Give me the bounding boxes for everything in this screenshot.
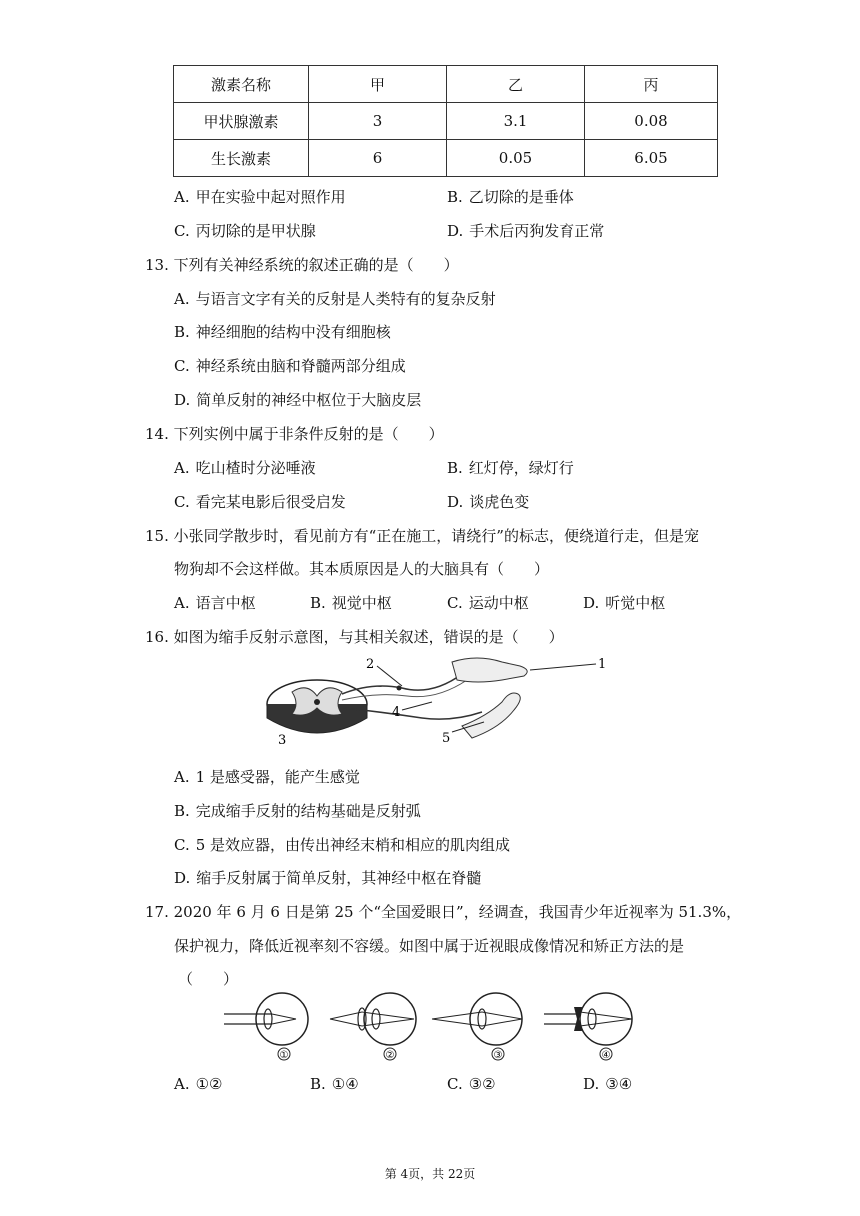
figure-label-3: 3 bbox=[278, 733, 287, 748]
q13-stem: 13. 下列有关神经系统的叙述正确的是（ ） bbox=[145, 256, 459, 274]
table-row bbox=[174, 140, 718, 177]
q17-answer-bracket: （ ） bbox=[178, 970, 239, 988]
figure-label-circled-1: ① bbox=[279, 1050, 289, 1061]
hormone-table bbox=[173, 65, 718, 177]
q16-stem: 16. 如图为缩手反射示意图，与其相关叙述，错误的是（ ） bbox=[145, 628, 564, 646]
q12-option-c[interactable]: C. 丙切除的是甲状腺 bbox=[174, 222, 316, 240]
q14-stem: 14. 下列实例中属于非条件反射的是（ ） bbox=[145, 425, 444, 443]
figure-label-circled-2: ② bbox=[385, 1050, 395, 1061]
figure-label-4: 4 bbox=[392, 705, 401, 720]
table-row bbox=[174, 103, 718, 140]
q16-option-c[interactable]: C. 5 是效应器，由传出神经末梢和相应的肌肉组成 bbox=[174, 836, 511, 854]
table-cell: 甲状腺激素 bbox=[174, 103, 309, 140]
figure-label-2: 2 bbox=[366, 657, 375, 672]
q15-option-d[interactable]: D. 听觉中枢 bbox=[583, 594, 666, 612]
eye-diagram-4 bbox=[544, 993, 632, 1061]
eye-diagram-3 bbox=[432, 993, 522, 1061]
q16-option-b[interactable]: B. 完成缩手反射的结构基础是反射弧 bbox=[174, 802, 421, 820]
reflex-arc-figure bbox=[262, 652, 607, 748]
figure-label-circled-3: ③ bbox=[493, 1050, 503, 1061]
q14-option-a[interactable]: A. 吃山楂时分泌唾液 bbox=[174, 459, 316, 477]
figure-label-circled-4: ④ bbox=[601, 1050, 611, 1061]
table-cell: 0.05 bbox=[447, 140, 585, 177]
q13-option-d[interactable]: D. 简单反射的神经中枢位于大脑皮层 bbox=[174, 391, 422, 409]
table-cell: 甲 bbox=[309, 66, 447, 103]
table-cell: 生长激素 bbox=[174, 140, 309, 177]
q14-option-d[interactable]: D. 谈虎色变 bbox=[447, 493, 530, 511]
q12-option-d[interactable]: D. 手术后丙狗发育正常 bbox=[447, 222, 605, 240]
eye-diagram-1 bbox=[224, 993, 308, 1061]
q17-option-c[interactable]: C. ③② bbox=[447, 1075, 496, 1093]
figure-label-1: 1 bbox=[598, 657, 607, 672]
q15-option-b[interactable]: B. 视觉中枢 bbox=[310, 594, 392, 612]
eye-diagram-2 bbox=[330, 993, 416, 1061]
table-header-row bbox=[174, 66, 718, 103]
table-cell: 0.08 bbox=[585, 103, 718, 140]
q14-option-c[interactable]: C. 看完某电影后很受启发 bbox=[174, 493, 346, 511]
q13-option-a[interactable]: A. 与语言文字有关的反射是人类特有的复杂反射 bbox=[174, 290, 496, 308]
q15-option-a[interactable]: A. 语言中枢 bbox=[174, 594, 256, 612]
q12-option-b[interactable]: B. 乙切除的是垂体 bbox=[447, 188, 574, 206]
q17-option-a[interactable]: A. ①② bbox=[174, 1075, 223, 1093]
q15-stem-cont: 物狗却不会这样做。其本质原因是人的大脑具有（ ） bbox=[174, 560, 550, 578]
q14-option-b[interactable]: B. 红灯停，绿灯行 bbox=[447, 459, 574, 477]
eye-diagrams-figure bbox=[222, 994, 642, 1066]
table-cell: 6.05 bbox=[585, 140, 718, 177]
q17-option-d[interactable]: D. ③④ bbox=[583, 1075, 633, 1093]
table-cell: 3.1 bbox=[447, 103, 585, 140]
q16-option-a[interactable]: A. 1 是感受器，能产生感觉 bbox=[174, 768, 360, 786]
q13-option-c[interactable]: C. 神经系统由脑和脊髓两部分组成 bbox=[174, 357, 406, 375]
q15-option-c[interactable]: C. 运动中枢 bbox=[447, 594, 529, 612]
q13-option-b[interactable]: B. 神经细胞的结构中没有细胞核 bbox=[174, 323, 391, 341]
q17-stem: 17. 2020 年 6 月 6 日是第 25 个“全国爱眼日”，经调查，我国青少年近视率为 51.3%， bbox=[145, 903, 742, 921]
figure-label-5: 5 bbox=[442, 731, 451, 746]
table-cell: 丙 bbox=[585, 66, 718, 103]
q17-option-b[interactable]: B. ①④ bbox=[310, 1075, 359, 1093]
table-cell: 6 bbox=[309, 140, 447, 177]
q15-stem: 15. 小张同学散步时，看见前方有“正在施工，请绕行”的标志，便绕道行走，但是宠 bbox=[145, 527, 699, 545]
page-footer: 第 4页，共 22页 bbox=[384, 1167, 476, 1181]
q16-option-d[interactable]: D. 缩手反射属于简单反射，其神经中枢在脊髓 bbox=[174, 869, 482, 887]
q17-stem-cont: 保护视力，降低近视率刻不容缓。如图中属于近视眼成像情况和矫正方法的是 bbox=[174, 937, 685, 955]
table-cell: 激素名称 bbox=[174, 66, 309, 103]
q12-option-a[interactable]: A. 甲在实验中起对照作用 bbox=[174, 188, 346, 206]
table-cell: 3 bbox=[309, 103, 447, 140]
table-cell: 乙 bbox=[447, 66, 585, 103]
